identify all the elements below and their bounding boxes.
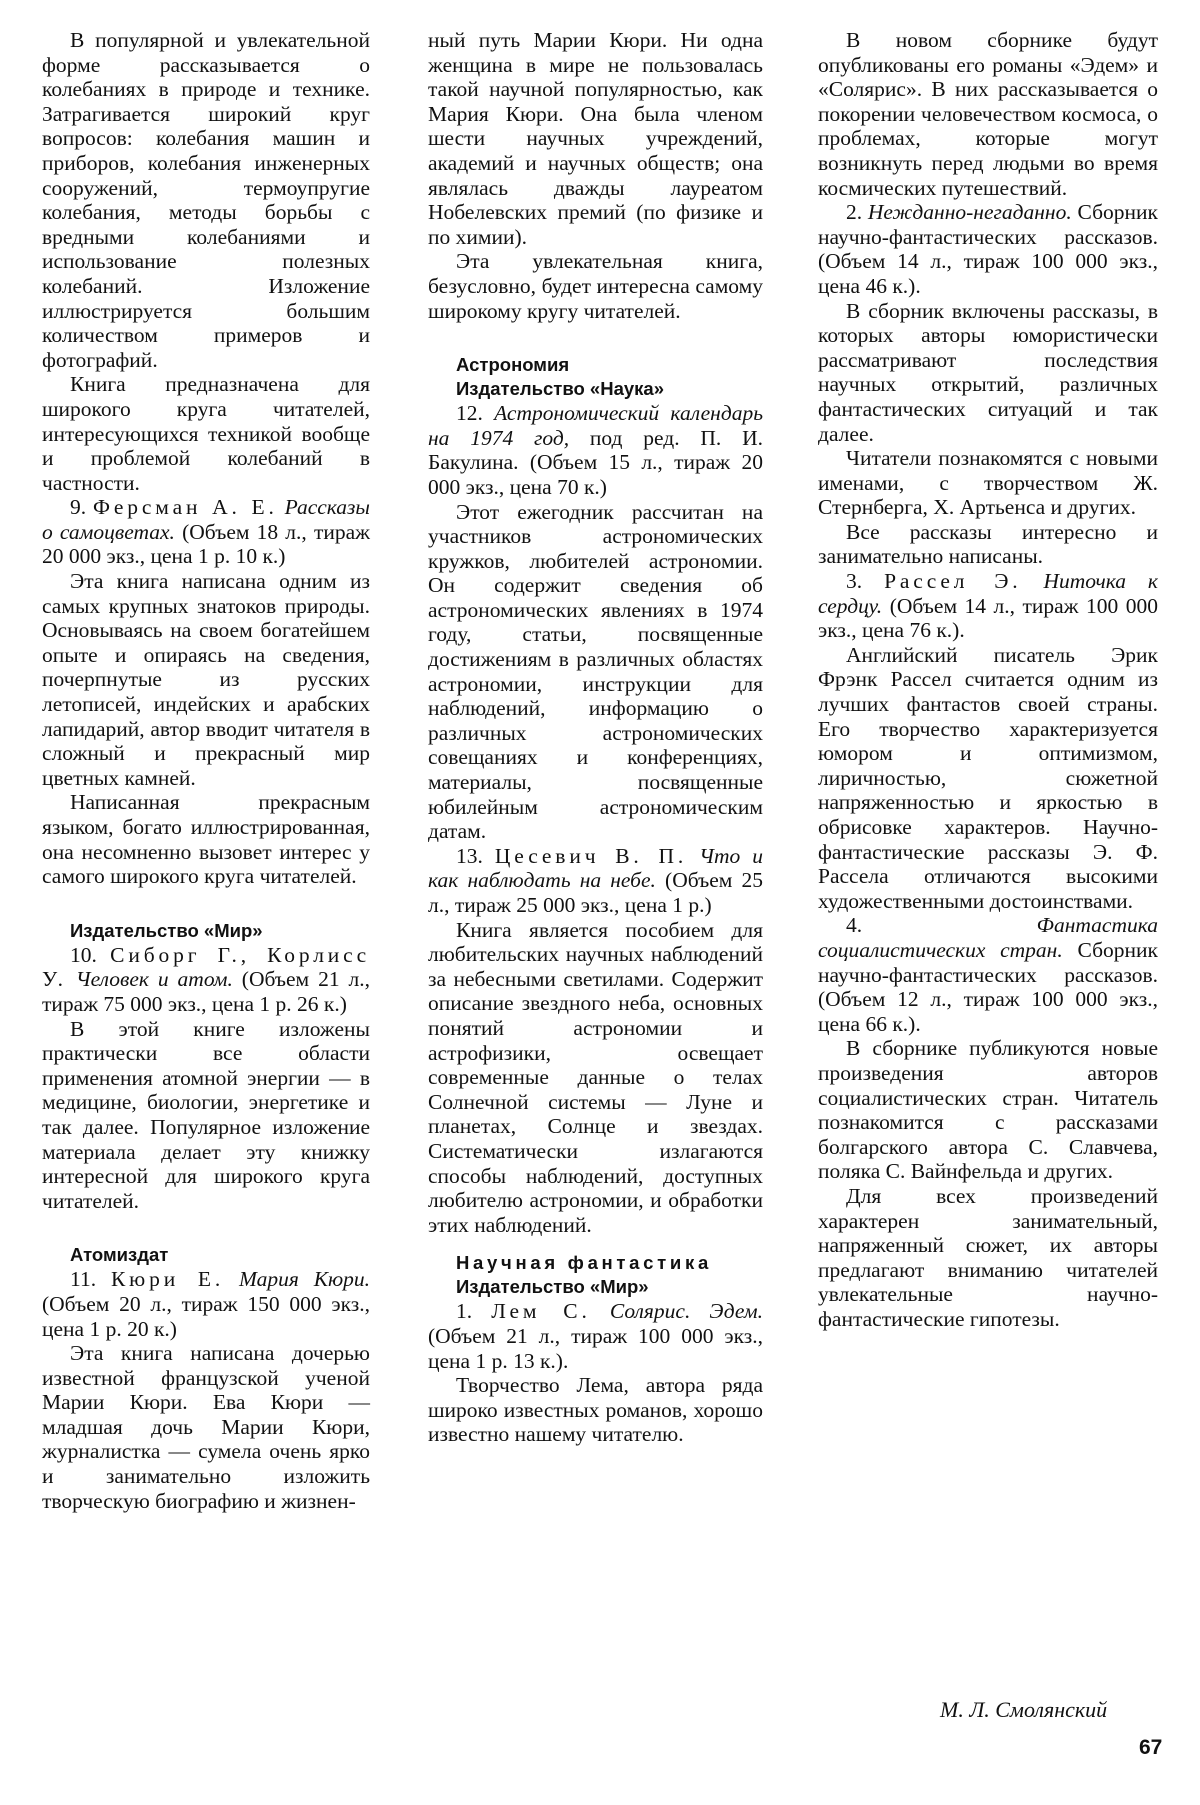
entry-info: (Объем 25 л., тираж 25 000 экз., цена 1 р.) xyxy=(428,868,763,917)
publisher-heading: Издательство «Наука» xyxy=(456,378,664,400)
paragraph: Английский писатель Эрик Фрэнк Рассел считается одним из лучших фантастов своей страны. Его творчество характеризуется юмором и оптимизмом, лиричностью, сюжетной напряженностью и яркостью в обрисовке характеров. Научно-фантастические рассказы Э. Ф. Рассела отличаются высокими художественными достоинствами. xyxy=(818,642,1158,913)
book-entry-3 xyxy=(818,569,1158,643)
entry-number: 4. xyxy=(846,913,863,938)
paragraph: Написанная прекрасным языком, богато иллюстрированная, она несомненно вызовет интерес у самого широкого круга читателей. xyxy=(42,790,370,889)
entry-title: Ниточка к сердцу. xyxy=(818,569,1158,618)
entry-author: Ферсман А. Е. xyxy=(92,495,278,520)
entry-title: Нежданно-негаданно. xyxy=(867,200,1072,225)
paragraph: В сборник включены рассказы, в которых авторы юмористически рассматривают последствия научных открытий, различных фантастических ситуаций и так далее. xyxy=(818,298,1158,446)
paragraph: Книга является пособием для любительских научных наблюдений за небесными светилами. Содержит описание звездного неба, основных понятий астрономии и астрофизики, освещает современные данные о телах Солнечной системы — Луне и планетах, Солнце и звездах. Систематически излагаются способы наблюдений, доступных любителю астрономии, и обработки этих наблюдений. xyxy=(428,917,763,1237)
page-number: 67 xyxy=(1139,1736,1163,1759)
entry-info: Сборник научно-фантастических рассказов. (Объем 12 л., тираж 100 000 экз., цена 66 к.). xyxy=(818,937,1158,1036)
column-2 xyxy=(428,28,763,1447)
entry-info: (Объем 21 л., тираж 75 000 экз., цена 1 р. 26 к.) xyxy=(42,967,371,1016)
entry-number: 11. xyxy=(70,1267,97,1292)
paragraph: Эта книга написана одним из самых крупных знатоков природы. Основываясь на своем богатейшем опыте и опираясь на сведения, почерпнутые из русских летописей, индейских и арабских лапидарий, автор вводит читателя в сложный и прекрасный мир цветных камней. xyxy=(42,569,370,790)
entry-title: Солярис. Эдем. xyxy=(609,1299,763,1324)
entry-info: Сборник научно-фантастических рассказов. (Объем 14 л., тираж 100 000 экз., цена 46 к.). xyxy=(818,200,1158,298)
entry-info: (Объем 21 л., тираж 100 000 экз., цена 1 р. 13 к.). xyxy=(428,1323,763,1373)
entry-author: Кюри Е. xyxy=(110,1267,225,1292)
entry-author: Сиборг Г., Корлисс У. xyxy=(42,942,370,992)
paragraph: Этот ежегодник рассчитан на участников астрономических кружков, любителей астрономии. Он содержит сведения об астрономических явлениях в 1974 году, статьи, посвященные достижениям в различных областях астрономии, инструкции для наблюдений, информацию о различных астрономических совещаниях и конференциях, материалы, посвященные юбилейным астрономическим датам. xyxy=(428,499,763,844)
book-entry-11 xyxy=(42,1267,370,1341)
book-entry-1 xyxy=(428,1299,763,1373)
book-entry-12 xyxy=(428,401,763,499)
entry-title: Что и как наблюдать на небе. xyxy=(428,843,763,893)
entry-title: Астрономический календарь на 1974 год, xyxy=(428,401,763,450)
section-heading: Астрономия xyxy=(456,354,570,376)
publisher-heading: Издательство «Мир» xyxy=(456,1276,649,1298)
entry-info: (Объем 14 л., тираж 100 000 экз., цена 76 к.). xyxy=(818,593,1159,643)
paragraph: Читатели познакомятся с новыми именами, с творчеством Ж. Стернберга, Х. Артьенса и других. xyxy=(818,446,1158,520)
paragraph: Все рассказы интересно и занимательно написаны. xyxy=(818,519,1158,569)
column-1 xyxy=(42,28,370,1513)
book-entry-2 xyxy=(818,200,1158,298)
entry-number: 12. xyxy=(456,401,483,426)
entry-info: (Объем 18 л., тираж 20 000 экз., цена 1 р. 10 к.) xyxy=(42,519,370,569)
entry-number: 2. xyxy=(846,200,863,225)
book-entry-13 xyxy=(428,844,763,918)
entry-number: 10. xyxy=(70,942,97,967)
entry-info: (Объем 20 л., тираж 150 000 экз., цена 1 р. 20 к.) xyxy=(42,1291,370,1341)
entry-number: 3. xyxy=(846,569,863,594)
entry-author: Рассел Э. xyxy=(884,569,1022,594)
entry-info: под ред. П. И. Бакулина. (Объем 15 л., тираж 20 000 экз., цена 70 к.) xyxy=(428,425,764,499)
paragraph: Для всех произведений характерен занимательный, напряженный сюжет, их авторы предлагают вниманию читателей увлекательные научно-фантастические гипотезы. xyxy=(818,1183,1158,1331)
book-entry-10 xyxy=(42,943,370,1017)
paragraph: В сборнике публикуются новые произведения авторов социалистических стран. Читатель познакомится с рассказами болгарского автора С. Славчева, поляка С. Вайнфельда и других. xyxy=(818,1036,1158,1184)
entry-title: Человек и атом. xyxy=(75,967,233,992)
column-3 xyxy=(818,28,1158,1331)
paragraph: В этой книге изложены практически все области применения атомной энергии — в медицине, биологии, энергетике и так далее. Популярное изложение материала делает эту книжку интересной для широкого круга читателей. xyxy=(42,1016,370,1213)
paragraph: Творчество Лема, автора ряда широко известных романов, хорошо известно нашему читателю. xyxy=(428,1373,763,1447)
paragraph: ный путь Марии Кюри. Ни одна женщина в мире не пользовалась такой научной популярностью, как Мария Кюри. Она была членом шести научных учреждений, академий и научных обществ; она являлась дважды лауреатом Нобелевских премий (по физике и по химии). xyxy=(428,28,763,249)
paragraph: В новом сборнике будут опубликованы его романы «Эдем» и «Солярис». В них рассказывается о покорении человечеством космоса, о проблемах, которые могут возникнуть перед людьми во время космических путешествий. xyxy=(818,28,1158,200)
entry-number: 1. xyxy=(456,1299,473,1324)
book-entry-9 xyxy=(42,495,370,569)
section-heading: Научная фантастика xyxy=(456,1252,712,1274)
entry-title: Фантастика социалистических стран. xyxy=(818,913,1158,962)
entry-title: Мария Кюри. xyxy=(238,1267,371,1292)
section-heading: Издательство «Мир» xyxy=(70,919,263,941)
book-entry-4 xyxy=(818,913,1158,1036)
entry-number: 13. xyxy=(456,843,483,868)
entry-author: Цесевич В. П. xyxy=(494,843,688,868)
paragraph: Книга предназначена для широкого круга читателей, интересующихся техникой вообще и проблемой колебаний в частности. xyxy=(42,372,370,495)
paragraph: Эта увлекательная книга, безусловно, будет интересна самому широкому кругу читателей. xyxy=(428,249,763,323)
entry-number: 9. xyxy=(70,495,87,520)
entry-author: Лем С. xyxy=(491,1299,591,1324)
paragraph: Эта книга написана дочерью известной французской ученой Марии Кюри. Ева Кюри — младшая дочь Марии Кюри, журналистка — сумела очень ярко и занимательно изложить творческую биографию и жизнен- xyxy=(42,1341,370,1513)
section-heading: Атомиздат xyxy=(70,1244,169,1266)
entry-title: Рассказы о самоцветах. xyxy=(42,495,370,544)
author-signature: М. Л. Смолянский xyxy=(940,1697,1108,1722)
paragraph: В популярной и увлекательной форме рассказывается о колебаниях в природе и технике. Затрагивается широкий круг вопросов: колебания машин и приборов, колебания инженерных сооружений, термоупругие колебания, методы борьбы с вредными колебаниями и использование полезных колебаний. Изложение иллюстрируется большим количеством примеров и фотографий. xyxy=(42,28,370,372)
